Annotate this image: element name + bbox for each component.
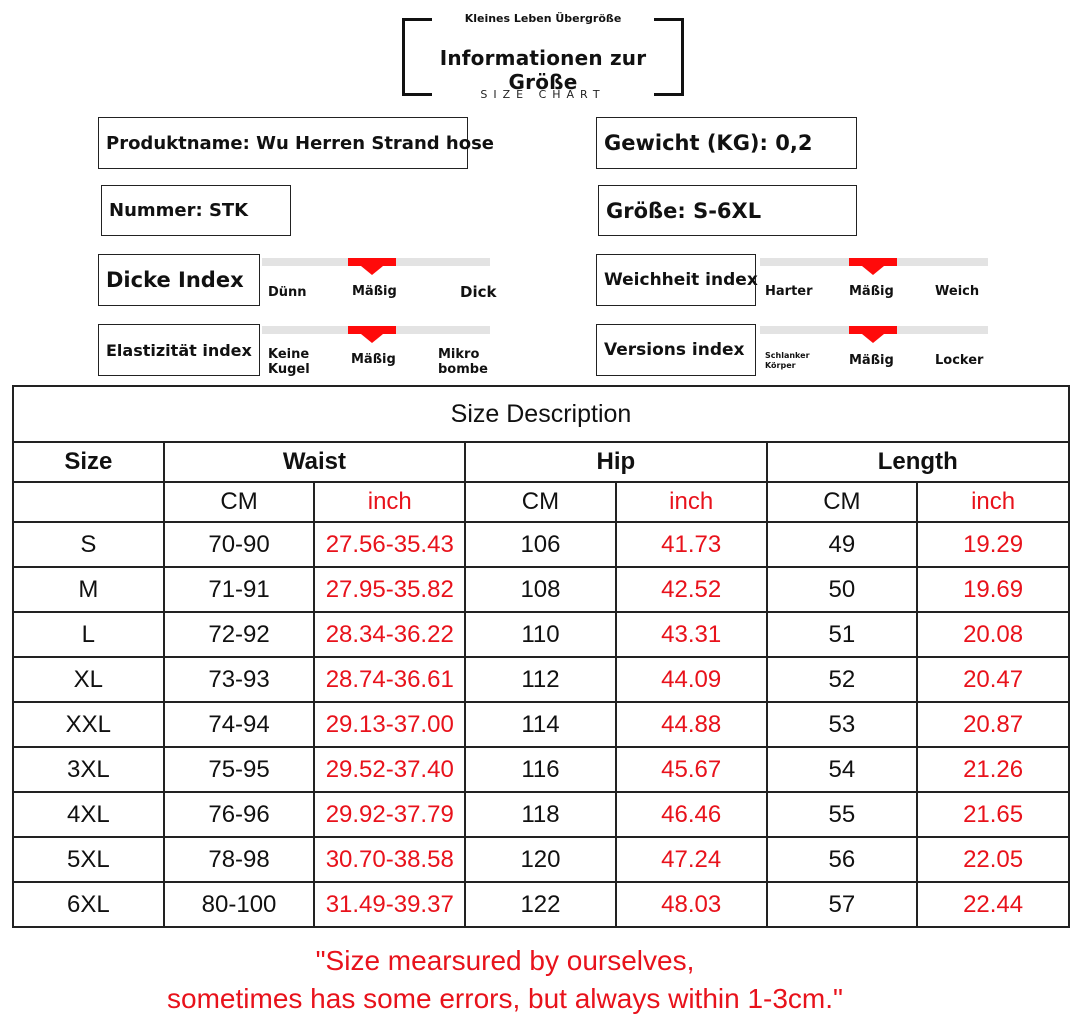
cell-length-inch: 20.87 xyxy=(917,702,1069,747)
cell-waist-cm: 73-93 xyxy=(164,657,315,702)
cell-waist-inch: 30.70-38.58 xyxy=(314,837,465,882)
cell-size: L xyxy=(13,612,164,657)
slider-low-label: Harter xyxy=(765,284,813,299)
unit-hip-cm: CM xyxy=(465,482,616,522)
cell-length-inch: 20.47 xyxy=(917,657,1069,702)
cell-waist-cm: 72-92 xyxy=(164,612,315,657)
cell-waist-inch: 29.92-37.79 xyxy=(314,792,465,837)
cell-length-inch: 21.26 xyxy=(917,747,1069,792)
measurement-note-line1: "Size mearsured by ourselves, xyxy=(315,945,695,976)
cell-size: 5XL xyxy=(13,837,164,882)
cell-length-inch: 21.65 xyxy=(917,792,1069,837)
cell-waist-cm: 71-91 xyxy=(164,567,315,612)
slider-level-marker xyxy=(849,326,897,334)
slider-pointer-icon xyxy=(862,334,884,343)
cell-hip-cm: 120 xyxy=(465,837,616,882)
slider-high-label-line2: bombe xyxy=(438,362,488,377)
version-index-label: Versions index xyxy=(596,324,756,376)
slider-low-label: Dünn xyxy=(268,285,307,300)
cell-hip-inch: 42.52 xyxy=(616,567,767,612)
table-title: Size Description xyxy=(13,386,1069,442)
slider-low-label-line2: Körper xyxy=(765,361,796,370)
unit-blank xyxy=(13,482,164,522)
slider-pointer-icon xyxy=(361,266,383,275)
cell-hip-cm: 116 xyxy=(465,747,616,792)
cell-waist-cm: 78-98 xyxy=(164,837,315,882)
cell-hip-inch: 46.46 xyxy=(616,792,767,837)
cell-length-cm: 52 xyxy=(767,657,918,702)
slider-high-label: Locker xyxy=(935,353,984,368)
slider-level-marker xyxy=(348,258,396,266)
cell-hip-inch: 48.03 xyxy=(616,882,767,927)
table-row xyxy=(13,612,1069,657)
cell-length-cm: 49 xyxy=(767,522,918,567)
slider-mid-label: Mäßig xyxy=(352,284,397,299)
cell-length-inch: 19.69 xyxy=(917,567,1069,612)
unit-length-cm: CM xyxy=(767,482,918,522)
cell-size: 3XL xyxy=(13,747,164,792)
slider-low-label-line2: Kugel xyxy=(268,362,310,377)
cell-hip-cm: 110 xyxy=(465,612,616,657)
cell-hip-inch: 41.73 xyxy=(616,522,767,567)
cell-hip-cm: 108 xyxy=(465,567,616,612)
thickness-index-label: Dicke Index xyxy=(98,254,260,306)
cell-waist-inch: 28.74-36.61 xyxy=(314,657,465,702)
cell-length-cm: 55 xyxy=(767,792,918,837)
cell-size: 6XL xyxy=(13,882,164,927)
slider-pointer-icon xyxy=(361,334,383,343)
cell-waist-cm: 74-94 xyxy=(164,702,315,747)
header-size: Size xyxy=(13,442,164,482)
cell-length-cm: 54 xyxy=(767,747,918,792)
table-row xyxy=(13,882,1069,927)
cell-hip-cm: 118 xyxy=(465,792,616,837)
header-title: Informationen zur Größe xyxy=(439,46,647,94)
cell-waist-cm: 76-96 xyxy=(164,792,315,837)
size-range-box: Größe: S-6XL xyxy=(598,185,857,236)
slider-mid-label: Mäßig xyxy=(849,353,894,368)
elasticity-index-label: Elastizität index xyxy=(98,324,260,376)
cell-length-inch: 22.44 xyxy=(917,882,1069,927)
product-name-box: Produktname: Wu Herren Strand hose xyxy=(98,117,468,169)
cell-length-inch: 22.05 xyxy=(917,837,1069,882)
cell-length-inch: 19.29 xyxy=(917,522,1069,567)
header-waist: Waist xyxy=(164,442,465,482)
cell-waist-cm: 75-95 xyxy=(164,747,315,792)
header-top-text: Kleines Leben Übergröße xyxy=(464,12,622,25)
cell-hip-cm: 112 xyxy=(465,657,616,702)
cell-length-cm: 51 xyxy=(767,612,918,657)
table-row xyxy=(13,702,1069,747)
table-row xyxy=(13,747,1069,792)
cell-hip-inch: 44.88 xyxy=(616,702,767,747)
cell-size: XXL xyxy=(13,702,164,747)
cell-waist-inch: 31.49-39.37 xyxy=(314,882,465,927)
unit-waist-inch: inch xyxy=(314,482,465,522)
number-box: Nummer: STK xyxy=(101,185,291,236)
cell-hip-cm: 106 xyxy=(465,522,616,567)
cell-hip-cm: 122 xyxy=(465,882,616,927)
table-row xyxy=(13,837,1069,882)
cell-waist-inch: 27.95-35.82 xyxy=(314,567,465,612)
slider-high-label: Weich xyxy=(935,284,980,299)
cell-waist-inch: 28.34-36.22 xyxy=(314,612,465,657)
measurement-note-line2: sometimes has some errors, but always within 1-3cm." xyxy=(167,983,843,1014)
cell-waist-inch: 29.52-37.40 xyxy=(314,747,465,792)
slider-low-label-line1: Schlanker xyxy=(765,351,810,360)
cell-size: XL xyxy=(13,657,164,702)
header-length: Length xyxy=(767,442,1069,482)
unit-hip-inch: inch xyxy=(616,482,767,522)
weight-box: Gewicht (KG): 0,2 xyxy=(596,117,857,169)
cell-hip-inch: 45.67 xyxy=(616,747,767,792)
cell-hip-cm: 114 xyxy=(465,702,616,747)
cell-length-cm: 56 xyxy=(767,837,918,882)
cell-length-inch: 20.08 xyxy=(917,612,1069,657)
header-hip: Hip xyxy=(465,442,766,482)
cell-waist-cm: 80-100 xyxy=(164,882,315,927)
slider-low-label-line1: Keine xyxy=(268,347,310,362)
cell-hip-inch: 47.24 xyxy=(616,837,767,882)
cell-hip-inch: 44.09 xyxy=(616,657,767,702)
cell-size: S xyxy=(13,522,164,567)
cell-length-cm: 57 xyxy=(767,882,918,927)
cell-size: M xyxy=(13,567,164,612)
cell-waist-cm: 70-90 xyxy=(164,522,315,567)
slider-high-label-line1: Mikro xyxy=(438,347,480,362)
slider-mid-label: Mäßig xyxy=(351,352,396,367)
slider-level-marker xyxy=(348,326,396,334)
unit-length-inch: inch xyxy=(917,482,1069,522)
table-row xyxy=(13,567,1069,612)
size-chart-header xyxy=(402,12,684,101)
slider-pointer-icon xyxy=(862,266,884,275)
slider-level-marker xyxy=(849,258,897,266)
cell-waist-inch: 29.13-37.00 xyxy=(314,702,465,747)
cell-size: 4XL xyxy=(13,792,164,837)
cell-hip-inch: 43.31 xyxy=(616,612,767,657)
table-row xyxy=(13,792,1069,837)
cell-length-cm: 53 xyxy=(767,702,918,747)
unit-waist-cm: CM xyxy=(164,482,315,522)
softness-index-label: Weichheit index xyxy=(596,254,756,306)
slider-high-label: Dick xyxy=(460,283,497,301)
slider-mid-label: Mäßig xyxy=(849,284,894,299)
cell-waist-inch: 27.56-35.43 xyxy=(314,522,465,567)
size-table xyxy=(12,385,1070,928)
cell-length-cm: 50 xyxy=(767,567,918,612)
table-row xyxy=(13,522,1069,567)
table-row xyxy=(13,657,1069,702)
header-subtitle: SIZE CHART xyxy=(480,88,606,101)
